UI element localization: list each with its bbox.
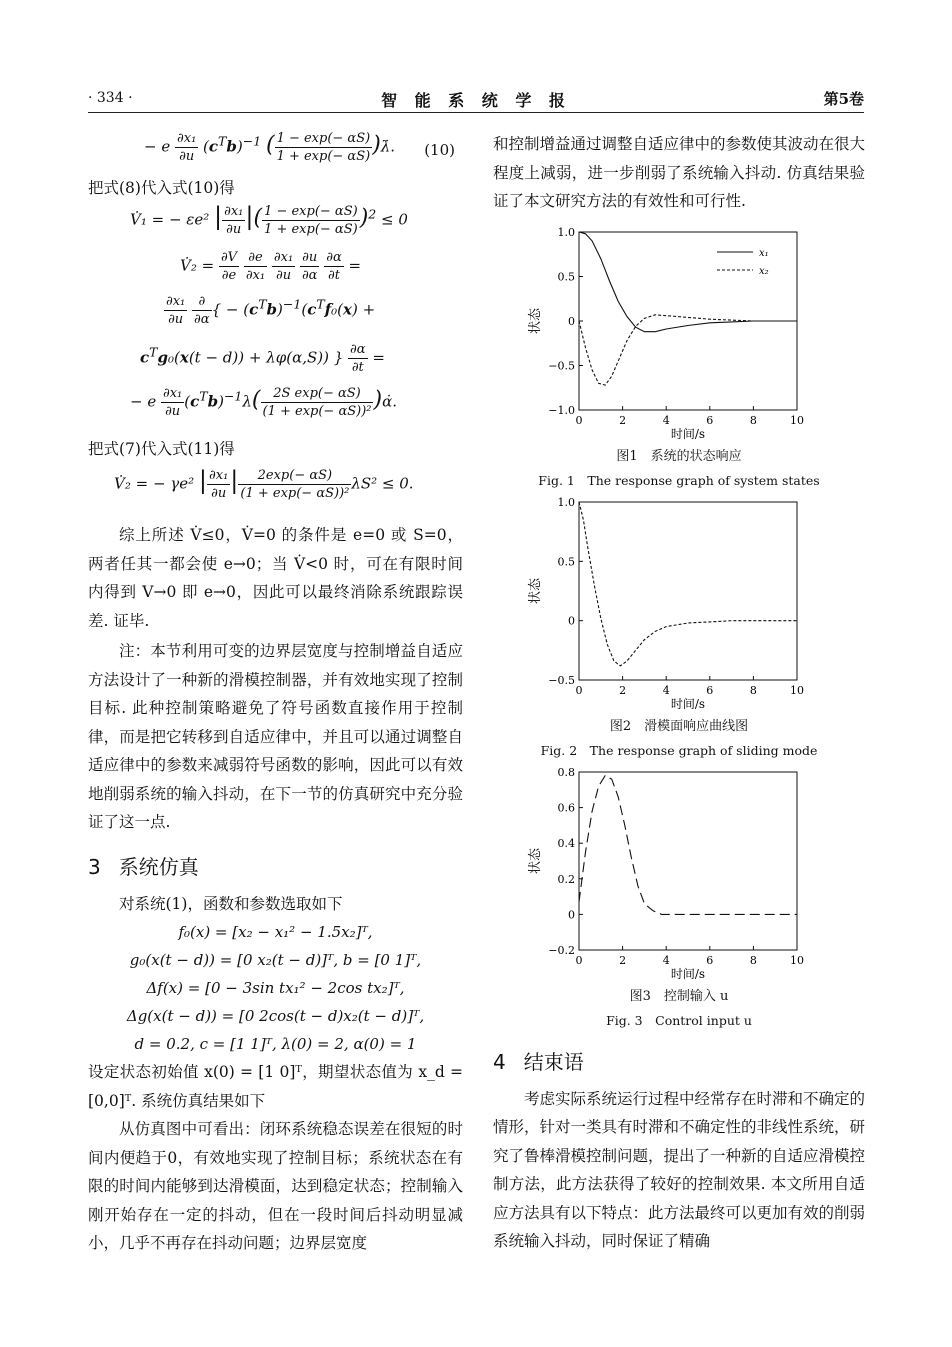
para-conclusion: 综上所述 V̇≤0，V̇=0 的条件是 e=0 或 S=0，两者任其一都会使 e→0；当 V̇<0 时，可在有限时间内得到 V→0 即 e→0，因此可以最终消除系统跟踪误差. 证毕. — [88, 526, 463, 630]
series-line — [579, 775, 797, 914]
equation-v2dot-a: V̇₂ = $\frac{\partial V}{\partial e}$ $\frac{\partial e}{\text{∂x₁}}$ $\frac{\text{∂x₁}}{\partial u}$ $\frac{\partial u}{\partial\alpha}$ $\frac{\partial\alpha}{\partial t}$ = — [180, 249, 362, 283]
series-line — [579, 232, 797, 332]
x-axis-label: 时间/s — [670, 966, 706, 981]
x-tick-label: 10 — [790, 413, 804, 427]
text-sub8: 把式(8)代入式(10)得 — [88, 179, 235, 197]
y-tick-label: −0.2 — [548, 943, 575, 957]
y-tick-label: −1.0 — [548, 403, 575, 417]
equation-v2dot-d: − e $\frac{\text{∂x₁}}{\partial u}$ $(c^Tb)^{-1}\lambda$( $\frac{\text{2S exp(− αS)}}{\text{(1 + exp(− αS))²}}$ )α̇. — [130, 385, 397, 419]
y-tick-label: 0 — [568, 907, 575, 921]
para-note: 注：本节利用可变的边界层宽度与控制增益自适应方法设计了一种新的滑模控制器，并有效地实现了控制目标. 此种控制策略避免了符号函数直接作用于控制律，而是把它转移到自适应律中，并且可以通过调整自适应律中的参数来减弱符号函数的影响，因此可以有效地削弱系统的输入抖动，在下一节的仿真研究中充分验证了这一点. — [88, 642, 463, 831]
page-number: · 334 · — [88, 90, 133, 106]
y-tick-label: −0.5 — [548, 359, 575, 372]
x-tick-label: 0 — [575, 953, 583, 967]
right-column — [493, 130, 865, 1256]
volume-label: 第5卷 — [823, 90, 864, 108]
equation-v2dot-c: $c^Tg_0(x(t - d)) + \lambda\varphi(\alpha,S)$) } $\frac{\partial\alpha}{\partial t}$ = — [140, 341, 385, 375]
figure-2-caption-en: Fig. 2 The response graph of sliding mode — [540, 742, 818, 758]
section-title: 系统仿真 — [118, 854, 199, 879]
x-tick-label: 6 — [706, 413, 714, 427]
sim-equation-5: d = 0.2, c = [1 1]ᵀ, λ(0) = 2, α(0) = 1 — [134, 1035, 417, 1053]
y-tick-label: 0 — [568, 614, 575, 628]
equation-number: (10) — [424, 141, 455, 159]
x-axis-label: 时间/s — [670, 426, 706, 441]
x-tick-label: 10 — [790, 953, 804, 967]
x-tick-label: 2 — [619, 953, 627, 967]
x-tick-label: 4 — [662, 413, 670, 427]
x-tick-label: 8 — [749, 953, 757, 967]
sim-equation-1: f₀(x) = [x₂ − x₁² − 1.5x₂]ᵀ, — [178, 923, 373, 941]
sim-intro: 对系统(1)，函数和参数选取如下 — [119, 894, 343, 913]
y-tick-label: 0 — [568, 314, 575, 328]
page-header — [88, 88, 864, 113]
x-tick-label: 4 — [662, 953, 670, 967]
text-sub7: 把式(7)代入式(11)得 — [88, 439, 235, 458]
series-line — [579, 502, 797, 666]
figure-1-caption-cn: 图1 系统的状态响应 — [616, 448, 742, 464]
x-tick-label: 4 — [662, 683, 670, 697]
y-axis-label: 状态 — [528, 847, 543, 874]
y-axis-label: 状态 — [528, 307, 543, 334]
y-tick-label: 1.0 — [557, 225, 575, 239]
section-number: 4 — [493, 1049, 506, 1074]
y-tick-label: 0.5 — [557, 270, 575, 283]
x-tick-label: 0 — [575, 683, 583, 697]
x-tick-label: 8 — [749, 413, 757, 427]
para-end: 考虑实际系统运行过程中经常存在时滞和不确定的情形，针对一类具有时滞和不确定性的非线性系统，研究了鲁棒滑模控制问题，提出了一种新的自适应滑模控制方法，此方法获得了较好的控制效果. 本文所用自适应方法具有以下特点：此方法最终可以更加有效的削弱系统输入抖动，同时保证了精确 — [493, 1089, 866, 1250]
x-tick-label: 2 — [619, 413, 627, 427]
y-tick-label: 1.0 — [557, 495, 575, 509]
section-4-heading — [493, 1046, 865, 1075]
x-tick-label: 10 — [790, 683, 804, 697]
sim-equation-4: Δg(x(t − d)) = [0 2cos(t − d)x₂(t − d)]ᵀ, — [126, 1007, 425, 1025]
figure-2-caption-cn: 图2 滑模面响应曲线图 — [609, 718, 749, 734]
y-tick-label: 0.6 — [557, 801, 575, 815]
y-tick-label: 0.5 — [557, 554, 575, 568]
figure-3-caption-en: Fig. 3 Control input u — [606, 1012, 752, 1028]
figure-1-caption-en: Fig. 1 The response graph of system states — [538, 472, 820, 488]
equation-v2dot-b: $\frac{\text{∂x₁}}{\partial u}$ $\frac{\partial}{\partial\alpha}$ { − $(c^Tb)^{-1}(c^Tf_0(x)$ + — [166, 293, 376, 327]
x-tick-label: 6 — [706, 953, 714, 967]
x-tick-label: 2 — [619, 683, 627, 697]
equation-v2dot-final: V̇₂ = − γe² | $\frac{\text{∂x₁}}{\partial u}$ | $\frac{2\exp(- \alpha S)}{\text{(1 + exp(− αS))²}}$ λS² ≤ 0. — [114, 466, 414, 501]
legend-label: x₁ — [759, 247, 769, 259]
equation-10: − e $\frac{\text{∂x₁}}{\partial u}$ $(c^Tb)^{-1}$ ( $\frac{1 - \exp(- \alpha S)}{1 + \exp(- \alpha S)}$ )λ̇. (10) — [144, 131, 455, 164]
sim-equation-3: Δf(x) = [0 − 3sin tx₁² − 2cos tx₂]ᵀ, — [146, 979, 405, 997]
y-tick-label: 0.2 — [557, 872, 575, 886]
x-tick-label: 6 — [706, 683, 714, 697]
legend-label: x₂ — [759, 265, 769, 277]
y-tick-label: −0.5 — [548, 673, 575, 687]
y-axis-label: 状态 — [528, 577, 543, 604]
y-tick-label: 0.8 — [557, 765, 575, 779]
x-axis-label: 时间/s — [670, 696, 706, 711]
figure-3-caption-cn: 图3 控制输入 u — [629, 988, 729, 1004]
figure-3-chart — [493, 762, 865, 984]
section-3-heading — [88, 851, 463, 880]
plot-frame — [579, 772, 797, 950]
x-tick-label: 8 — [749, 683, 757, 697]
para-top: 和控制增益通过调整自适应律中的参数使其波动在很大程度上减弱，进一步削弱了系统输入抖动. 仿真结果验证了本文研究方法的有效性和可行性. — [493, 135, 866, 210]
x-tick-label: 0 — [575, 413, 583, 427]
equation-v1dot: V̇₁ = − εe² | $\frac{\text{∂x₁}}{\partial u}$ |( $\frac{1 - \exp(- \alpha S)}{1 + \exp(- \alpha S)}$ )$^2$ ≤ 0 — [130, 202, 408, 237]
para-init: 设定状态初始值 x(0) = [1 0]ᵀ，期望状态值为 x_d = [0,0]ᵀ. 系统仿真结果如下 — [88, 1063, 463, 1110]
figure-1-chart — [493, 222, 865, 444]
left-column — [88, 130, 463, 1258]
journal-title: 智 能 系 统 学 报 — [381, 91, 571, 110]
section-title: 结束语 — [523, 1049, 584, 1074]
sim-equation-2: g₀(x(t − d)) = [0 x₂(t − d)]ᵀ, b = [0 1]ᵀ, — [129, 951, 422, 969]
section-number: 3 — [88, 854, 101, 879]
plot-frame — [579, 502, 797, 680]
y-tick-label: 0.4 — [557, 836, 575, 850]
para-result: 从仿真图中可看出：闭环系统稳态误差在很短的时间内便趋于0，有效地实现了控制目标；系统状态在有限的时间内能够到达滑模面，达到稳定状态；控制输入刚开始存在一定的抖动，但在一段时间后抖动明显减小，几乎不再存在抖动问题；边界层宽度 — [88, 1120, 463, 1252]
figure-2-chart — [493, 492, 865, 714]
